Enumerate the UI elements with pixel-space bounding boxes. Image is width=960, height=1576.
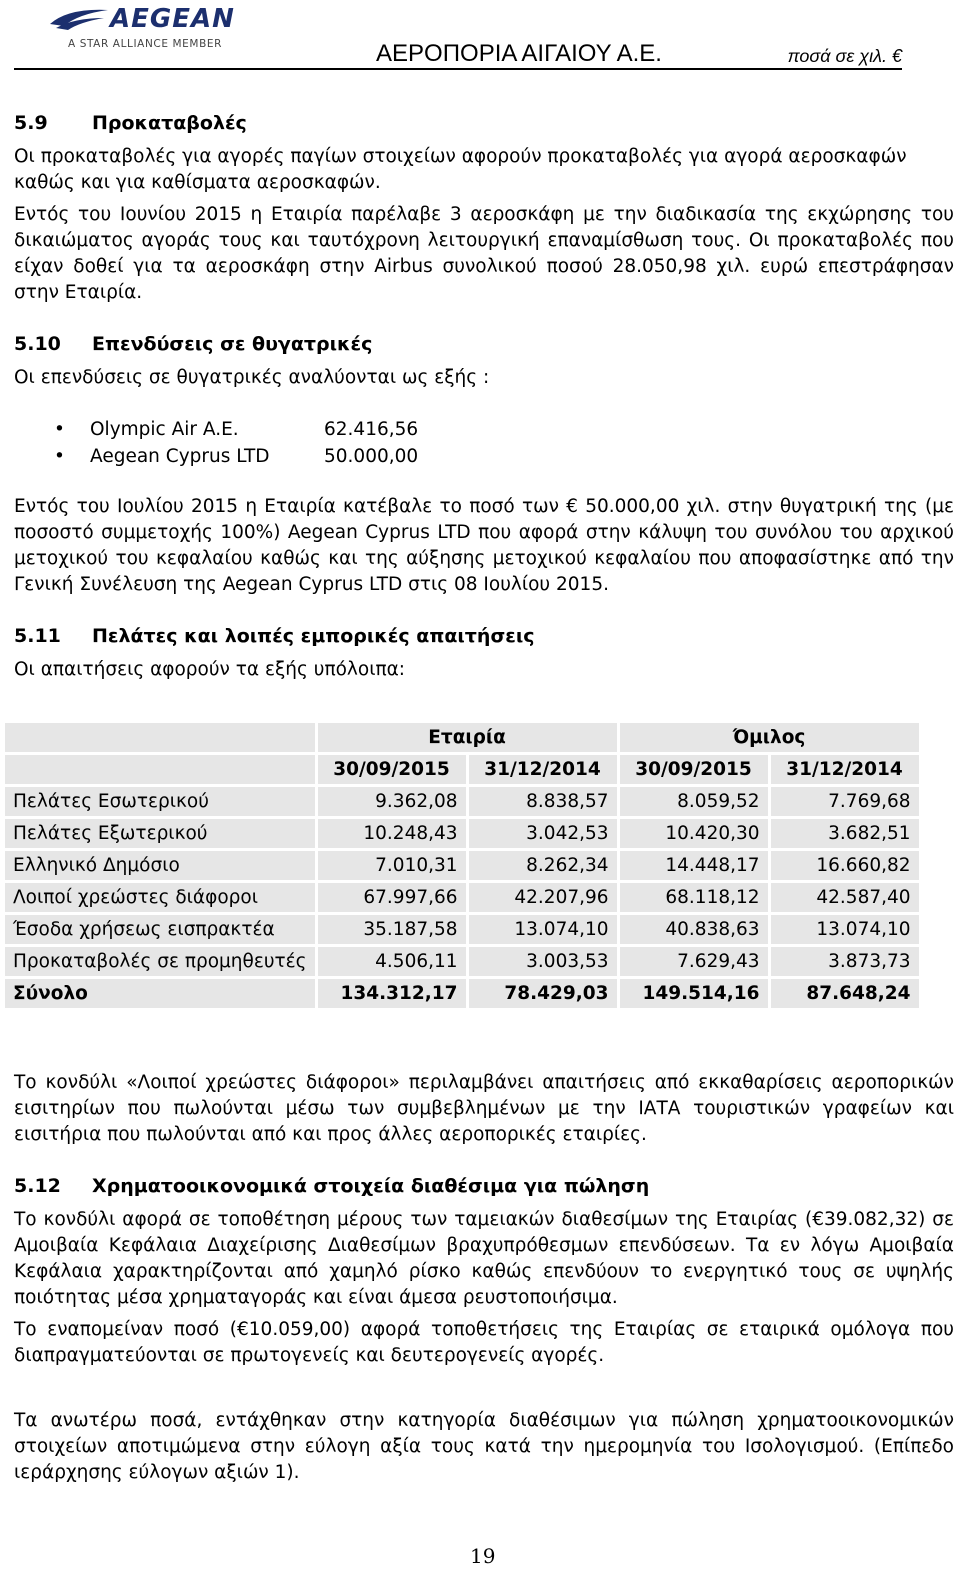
row-label: Λοιποί χρεώστες διάφοροι	[5, 883, 315, 912]
cell-value: 3.003,53	[469, 947, 617, 976]
cell-value: 10.420,30	[620, 819, 768, 848]
cell-value: 87.648,24	[771, 979, 919, 1008]
row-label: Ελληνικό Δημόσιο	[5, 851, 315, 880]
cell-value: 134.312,17	[318, 979, 466, 1008]
section-5-11-intro: Οι απαιτήσεις αφορούν τα εξής υπόλοιπα:	[14, 659, 406, 680]
row-label: Έσοδα χρήσεως εισπρακτέα	[5, 915, 315, 944]
section-number: 5.9	[14, 112, 48, 134]
cell-value: 35.187,58	[318, 915, 466, 944]
section-title: Επενδύσεις σε θυγατρικές	[92, 333, 373, 355]
cell-value: 8.262,34	[469, 851, 617, 880]
cell-value: 16.660,82	[771, 851, 919, 880]
date-header: 30/09/2015	[620, 755, 768, 784]
cell-value: 14.448,17	[620, 851, 768, 880]
header-divider	[14, 68, 902, 70]
table-row	[5, 787, 919, 816]
table-date-row	[5, 755, 919, 784]
section-5-11-paragraph: Το κονδύλι «Λοιποί χρεώστες διάφοροι» περιλαμβάνει απαιτήσεις από εκκαθαρίσεις αεροπορικών εισιτηρίων που πωλούνται μέσω των συμβεβλημένων με την ΙΑΤΑ τουριστικών γραφείων και εισιτήρια που πωλούνται από και προς άλλες αεροπορικές εταιρίες.	[14, 1072, 954, 1145]
date-header: 31/12/2014	[771, 755, 919, 784]
bullet: •	[54, 419, 65, 440]
empty-header-cell	[5, 755, 315, 784]
list-item	[54, 443, 418, 470]
aegean-bird-icon	[48, 4, 112, 34]
section-number: 5.12	[14, 1175, 61, 1197]
row-label: Σύνολο	[5, 979, 315, 1008]
cell-value: 42.587,40	[771, 883, 919, 912]
empty-header-cell	[5, 723, 315, 752]
cell-value: 10.248,43	[318, 819, 466, 848]
cell-value: 67.997,66	[318, 883, 466, 912]
bullet: •	[54, 446, 65, 467]
cell-value: 7.769,68	[771, 787, 919, 816]
section-number: 5.11	[14, 625, 61, 647]
section-5-10-intro: Οι επενδύσεις σε θυγατρικές αναλύονται ως εξής :	[14, 367, 490, 388]
subsidiaries-list	[54, 416, 418, 470]
cell-value: 7.010,31	[318, 851, 466, 880]
row-label: Πελάτες Εξωτερικού	[5, 819, 315, 848]
row-label: Προκαταβολές σε προμηθευτές	[5, 947, 315, 976]
cell-value: 68.118,12	[620, 883, 768, 912]
table-total-row	[5, 979, 919, 1008]
section-5-9-paragraph-1: Οι προκαταβολές για αγορές παγίων στοιχείων αφορούν προκαταβολές για αγορά αεροσκαφών καθώς και για καθίσματα αεροσκαφών.	[14, 146, 907, 193]
row-label: Πελάτες Εσωτερικού	[5, 787, 315, 816]
subsidiary-name: Aegean Cyprus LTD	[90, 446, 270, 467]
cell-value: 13.074,10	[469, 915, 617, 944]
group-header: Όμιλος	[620, 723, 919, 752]
cell-value: 8.059,52	[620, 787, 768, 816]
date-header: 30/09/2015	[318, 755, 466, 784]
logo-wordmark: AEGEAN	[110, 4, 235, 34]
table-row	[5, 915, 919, 944]
page-number: 19	[470, 1544, 496, 1568]
company-name: ΑΕΡΟΠΟΡΙΑ ΑΙΓΑΙΟΥ Α.Ε.	[376, 40, 662, 67]
date-header: 31/12/2014	[469, 755, 617, 784]
section-5-12-paragraph-1: Το κονδύλι αφορά σε τοποθέτηση μέρους των ταμειακών διαθεσίμων της Εταιρίας (€39.082,32) σε Αμοιβαία Κεφάλαια Διαχείρισης Διαθεσίμων βραχυπρόθεσμων επενδύσεων. Τα εν λόγω Αμοιβαία Κεφάλαια χαρακτηρίζονται από χαμηλό ρίσκο καθώς επενδύουν το ενεργητικό τους σε υψηλής ποιότητας μέσα χρηματαγοράς και είναι άμεσα ρευστοποιήσιμα.	[14, 1209, 954, 1308]
cell-value: 42.207,96	[469, 883, 617, 912]
table-row	[5, 851, 919, 880]
cell-value: 149.514,16	[620, 979, 768, 1008]
section-5-9-paragraph-2: Εντός του Ιουνίου 2015 η Εταιρία παρέλαβε 3 αεροσκάφη με την διαδικασία της εκχώρησης του δικαιώματος αγοράς τους και ταυτόχρονη λειτουργική επαναμίσθωση τους. Οι προκαταβολές που είχαν δοθεί για τα αεροσκάφη στην Airbus συνολικού ποσού 28.050,98 χιλ. ευρώ επεστράφησαν στην Εταιρία.	[14, 204, 954, 303]
cell-value: 78.429,03	[469, 979, 617, 1008]
cell-value: 13.074,10	[771, 915, 919, 944]
section-title: Χρηματοοικονομικά στοιχεία διαθέσιμα για πώληση	[92, 1175, 650, 1197]
company-header: Εταιρία	[318, 723, 617, 752]
list-item	[54, 416, 418, 443]
table-row	[5, 883, 919, 912]
table-row	[5, 947, 919, 976]
cell-value: 40.838,63	[620, 915, 768, 944]
table-row	[5, 819, 919, 848]
section-5-12-heading	[14, 1175, 649, 1197]
section-5-9-heading	[14, 112, 247, 134]
amounts-note: ποσά σε χιλ. €	[787, 46, 902, 66]
section-5-10-heading	[14, 333, 372, 355]
section-5-10-paragraph: Εντός του Ιουλίου 2015 η Εταιρία κατέβαλε το ποσό των € 50.000,00 χιλ. στην θυγατρική της (με ποσοστό συμμετοχής 100%) Aegean Cyprus LTD που αφορά στην κάλυψη του συνόλου του αρχικού μετοχικού του κεφαλαίου καθώς και της αύξησης μετοχικού κεφαλαίου που αποφασίστηκε από την Γενική Συνέλευση της Aegean Cyprus LTD στις 08 Ιουλίου 2015.	[14, 496, 954, 595]
section-5-11-heading	[14, 625, 535, 647]
cell-value: 8.838,57	[469, 787, 617, 816]
subsidiary-name: Olympic Air A.E.	[90, 419, 239, 440]
cell-value: 7.629,43	[620, 947, 768, 976]
aegean-logo	[32, 2, 332, 58]
section-number: 5.10	[14, 333, 61, 355]
cell-value: 9.362,08	[318, 787, 466, 816]
page-header	[14, 0, 954, 72]
cell-value: 3.042,53	[469, 819, 617, 848]
subsidiary-value: 50.000,00	[324, 446, 419, 467]
cell-value: 4.506,11	[318, 947, 466, 976]
section-5-12-paragraph-2: Το εναπομείναν ποσό (€10.059,00) αφορά τοποθετήσεις της Εταιρίας σε εταιρικά ομόλογα που διαπραγματεύονται σε πρωτογενείς και δευτερογενείς αγορές.	[14, 1319, 954, 1366]
logo-tagline: A STAR ALLIANCE MEMBER	[68, 38, 223, 50]
section-title: Προκαταβολές	[92, 112, 247, 134]
subsidiary-value: 62.416,56	[324, 419, 419, 440]
section-title: Πελάτες και λοιπές εμπορικές απαιτήσεις	[92, 625, 535, 647]
receivables-table	[2, 720, 922, 1011]
cell-value: 3.682,51	[771, 819, 919, 848]
table-header-row	[5, 723, 919, 752]
cell-value: 3.873,73	[771, 947, 919, 976]
section-5-12-paragraph-3: Τα ανωτέρω ποσά, εντάχθηκαν στην κατηγορία διαθέσιμων για πώληση χρηματοοικονομικών στοιχείων αποτιμώμενα στην εύλογη αξία τους κατά την ημερομηνία του Ισολογισμού. (Επίπεδο ιεράρχησης εύλογων αξιών 1).	[14, 1410, 954, 1483]
